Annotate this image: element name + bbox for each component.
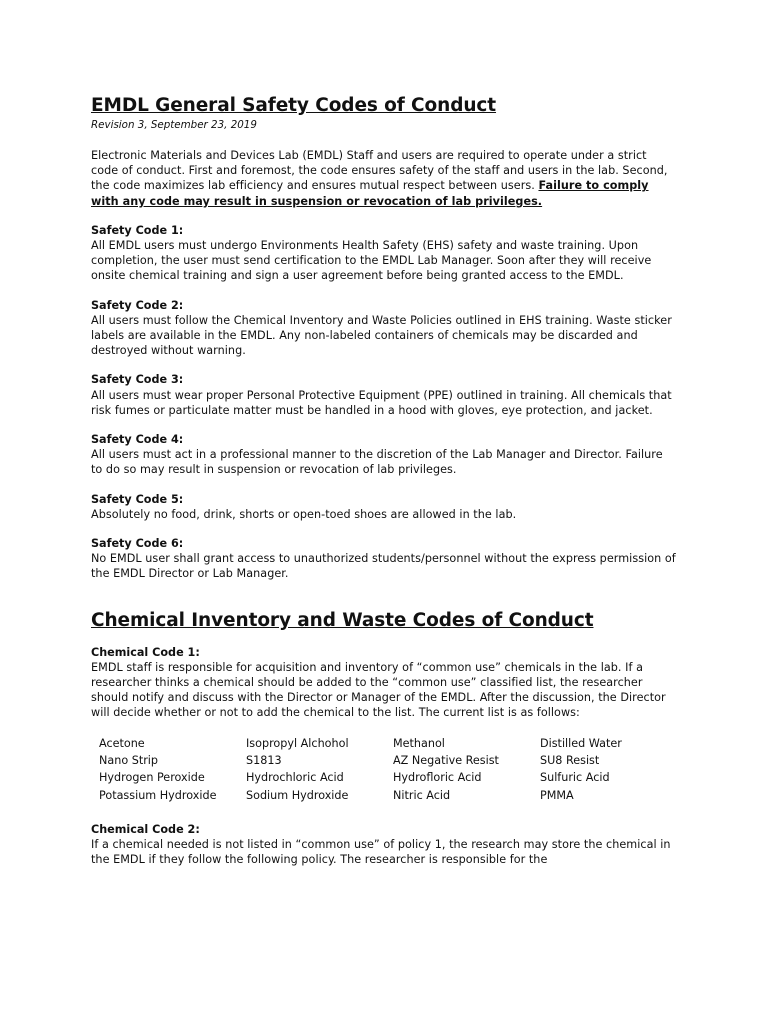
safety-code-5 bbox=[91, 492, 676, 522]
revision-line: Revision 3, September 23, 2019 bbox=[91, 119, 257, 131]
chemical-cell: Hydrogen Peroxide bbox=[99, 771, 205, 785]
chemical-code-1 bbox=[91, 645, 676, 721]
safety-code-text: All EMDL users must undergo Environments Health Safety (EHS) safety and waste training. Upon completion, the user must send certification to the EMDL Lab Manager. Soon after they will receive onsite chemical training and sign a user agreement before being granted access to the EMDL. bbox=[91, 239, 652, 283]
safety-code-6 bbox=[91, 536, 676, 582]
safety-code-2 bbox=[91, 298, 676, 359]
chemical-cell: Methanol bbox=[393, 736, 445, 750]
safety-code-text: All users must follow the Chemical Inventory and Waste Policies outlined in EHS training. Waste sticker labels are available in the EMDL. Any non-labeled containers of chemicals may be discarded and destroyed without warning. bbox=[91, 313, 672, 358]
safety-code-heading: Safety Code 4: bbox=[91, 433, 184, 447]
chemical-cell: Nitric Acid bbox=[393, 788, 451, 802]
chemical-cell: Isopropyl Alchohol bbox=[246, 736, 349, 750]
safety-code-heading: Safety Code 3: bbox=[91, 373, 184, 387]
chemical-row bbox=[99, 754, 670, 771]
safety-code-heading: Safety Code 5: bbox=[91, 492, 184, 506]
chemical-cell: S1813 bbox=[246, 753, 282, 767]
chemical-code-2-text: If a chemical needed is not listed in “common use” of policy 1, the research may store the chemical in the EMDL if they follow the following policy. The researcher is responsible for the bbox=[91, 838, 671, 867]
safety-code-text: Absolutely no food, drink, shorts or open-toed shoes are allowed in the lab. bbox=[91, 507, 517, 521]
common-use-chemicals-table bbox=[99, 737, 670, 806]
safety-code-text: All users must act in a professional manner to the discretion of the Lab Manager and Director. Failure to do so may result in suspension or revocation of lab privileges. bbox=[91, 448, 663, 477]
safety-code-heading: Safety Code 6: bbox=[91, 537, 184, 551]
chemical-cell: PMMA bbox=[540, 788, 574, 802]
chem-section-title: Chemical Inventory and Waste Codes of Conduct bbox=[91, 609, 594, 631]
chemical-cell: AZ Negative Resist bbox=[393, 753, 499, 767]
intro-paragraph bbox=[91, 148, 676, 209]
warning-text: Failure to comply with any code may result in suspension or revocation of lab privileges. bbox=[91, 179, 649, 208]
chemical-cell: Hydrofloric Acid bbox=[393, 771, 482, 785]
safety-code-heading: Safety Code 1: bbox=[91, 223, 184, 237]
safety-code-1 bbox=[91, 223, 676, 284]
chemical-cell: Sulfuric Acid bbox=[540, 771, 610, 785]
chemical-cell: Potassium Hydroxide bbox=[99, 788, 217, 802]
safety-code-3 bbox=[91, 372, 676, 418]
chemical-cell: Distilled Water bbox=[540, 736, 622, 750]
chemical-cell: Sodium Hydroxide bbox=[246, 788, 349, 802]
document-content bbox=[91, 94, 676, 867]
chemical-cell: Acetone bbox=[99, 736, 145, 750]
safety-code-4 bbox=[91, 432, 676, 478]
chemical-row bbox=[99, 789, 670, 806]
chemical-code-2-heading: Chemical Code 2: bbox=[91, 822, 200, 836]
chemical-cell: Hydrochloric Acid bbox=[246, 771, 344, 785]
safety-code-heading: Safety Code 2: bbox=[91, 298, 184, 312]
document-title: EMDL General Safety Codes of Conduct bbox=[91, 95, 497, 116]
chemical-row bbox=[99, 737, 670, 754]
chemical-cell: SU8 Resist bbox=[540, 753, 600, 767]
chemical-code-1-heading: Chemical Code 1: bbox=[91, 645, 200, 659]
safety-codes-list bbox=[91, 223, 676, 582]
intro-text: Electronic Materials and Devices Lab (EMDL) Staff and users are required to operate under a strict code of conduct. First and foremost, the code ensures safety of the staff and users in the lab. Second, the code maximizes lab efficiency and ensures mutual respect between users. bbox=[91, 149, 668, 193]
safety-code-text: No EMDL user shall grant access to unauthorized students/personnel without the express permission of the EMDL Director or Lab Manager. bbox=[91, 552, 676, 581]
chemical-code-1-text: EMDL staff is responsible for acquisition and inventory of “common use” chemicals in the lab. If a researcher thinks a chemical should be added to the “common use” classified list, the researcher should notify and discuss with the Director or Manager of the EMDL. After the discussion, the Director will decide whether or not to add the chemical to the list. The current list is as follows: bbox=[91, 660, 666, 720]
chemical-code-2 bbox=[91, 822, 676, 868]
safety-code-text: All users must wear proper Personal Protective Equipment (PPE) outlined in training. All chemicals that risk fumes or particulate matter must be handled in a hood with gloves, eye protection, and jacket. bbox=[91, 388, 672, 417]
chemical-cell: Nano Strip bbox=[99, 753, 159, 767]
chemical-row bbox=[99, 771, 670, 788]
